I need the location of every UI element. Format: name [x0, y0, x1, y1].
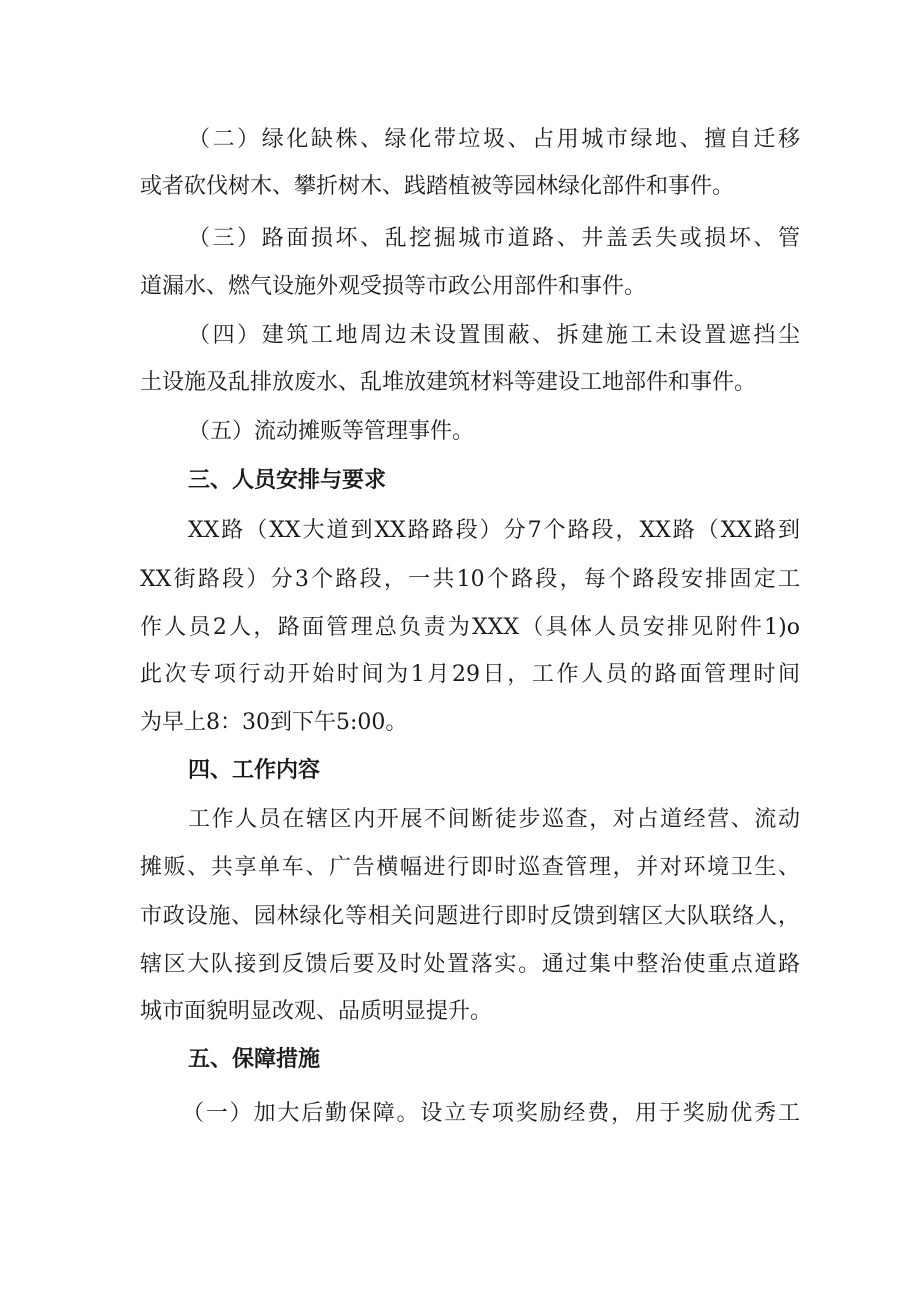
paragraph-line: 工作人员在辖区内开展不间断徒步巡查，对占道经营、流动 — [188, 807, 800, 832]
paragraph-line: （二）绿化缺株、绿化带垃圾、占用城市绿地、擅自迁移 — [188, 127, 800, 152]
paragraph-line: 此次专项行动开始时间为1月29日，工作人员的路面管理时间 — [140, 662, 800, 687]
paragraph-line: 作人员2人，路面管理总负责为XXX（具体人员安排见附件1)o — [140, 615, 800, 640]
paragraph-line: 土设施及乱排放废水、乱堆放建筑材料等建设工地部件和事件。 — [140, 370, 757, 395]
paragraph-line: （一）加大后勤保障。设立专项奖励经费，用于奖励优秀工 — [182, 1101, 800, 1126]
paragraph-line: 城市面貌明显改观、品质明显提升。 — [140, 999, 493, 1024]
paragraph-line: 辖区大队接到反馈后要及时处置落实。通过集中整治使重点道路 — [140, 952, 800, 977]
paragraph-line: 道漏水、燃气设施外观受损等市政公用部件和事件。 — [140, 274, 647, 299]
paragraph-line: 市政设施、园林绿化等相关问题进行即时反馈到辖区大队联络人， — [140, 904, 800, 929]
paragraph-line: 摊贩、共享单车、广告横幅进行即时巡查管理，并对环境卫生、 — [140, 855, 800, 880]
paragraph-line: （四）建筑工地周边未设置围蔽、拆建施工未设置遮挡尘 — [188, 323, 800, 348]
paragraph-line: XX路（XX大道到XX路路段）分7个路段，XX路（XX路到 — [188, 518, 800, 543]
section-heading: 四、工作内容 — [188, 758, 321, 783]
paragraph-line: （五）流动摊贩等管理事件。 — [188, 419, 475, 444]
paragraph-line: （三）路面损坏、乱挖掘城市道路、井盖丢失或损坏、管 — [188, 226, 800, 251]
section-heading: 三、人员安排与要求 — [188, 468, 387, 493]
section-heading: 五、保障措施 — [188, 1047, 321, 1072]
paragraph-line: 或者砍伐树木、攀折树木、践踏植被等园林绿化部件和事件。 — [140, 174, 735, 199]
paragraph-line: 为早上8：30到下午5:00。 — [140, 710, 408, 735]
paragraph-line: XX街路段）分3个路段，一共10个路段，每个路段安排固定工 — [140, 567, 800, 592]
